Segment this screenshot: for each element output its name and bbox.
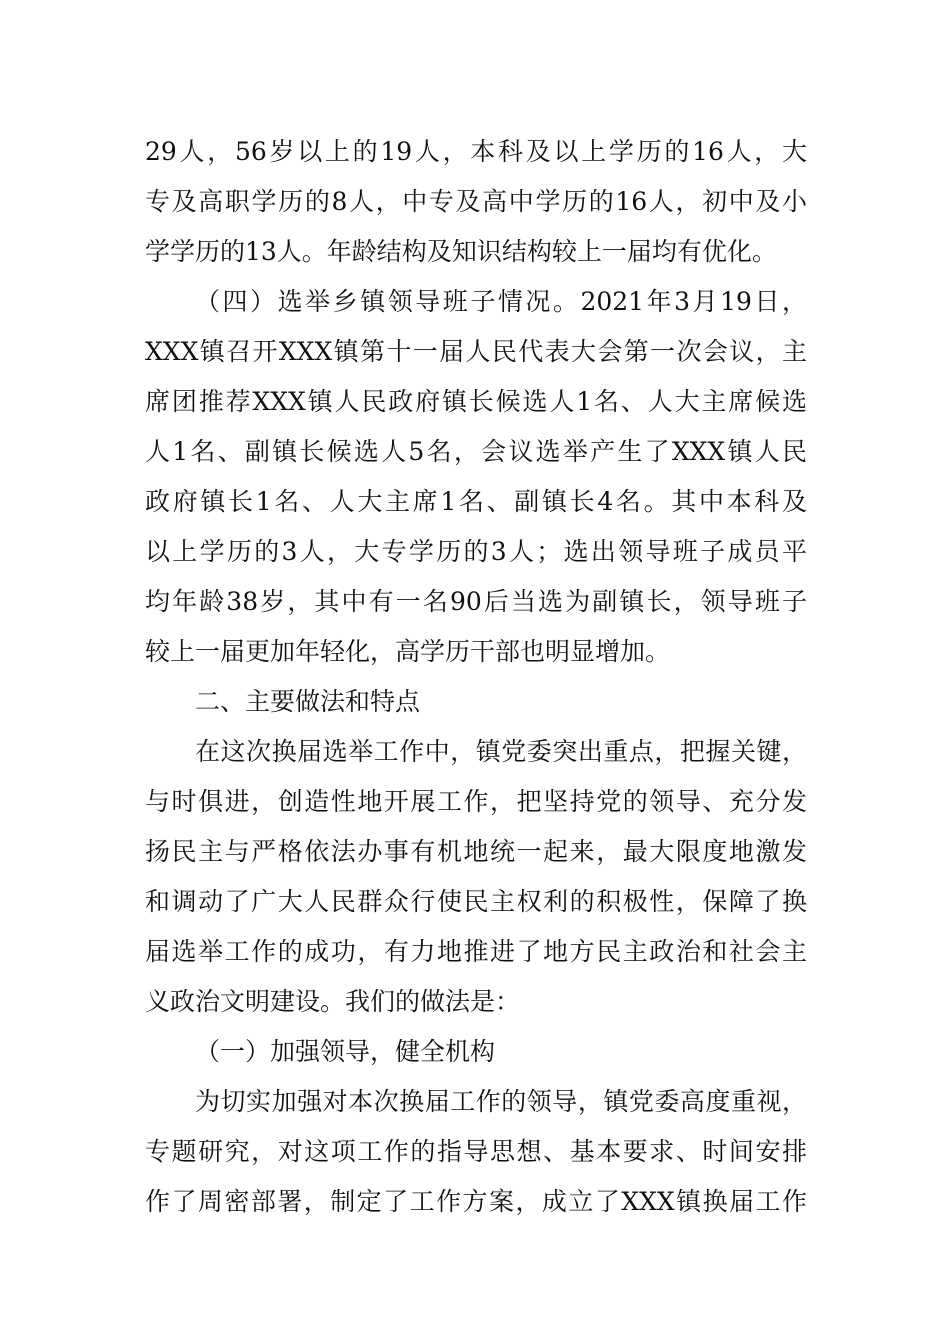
paragraph-line: 为切实加强对本次换届工作的领导，镇党委高度重视， [195, 1087, 807, 1116]
paragraph-line: （四）选举乡镇领导班子情况。2021年3月19日， [195, 287, 807, 316]
paragraph-line: 与时俱进，创造性地开展工作，把坚持党的领导、充分发 [145, 787, 807, 816]
paragraph-line: 学学历的13人。年龄结构及知识结构较上一届均有优化。 [145, 237, 777, 266]
paragraph-line: 较上一届更加年轻化，高学历干部也明显增加。 [145, 637, 671, 666]
paragraph-line: 以上学历的3人，大专学历的3人；选出领导班子成员平 [145, 537, 807, 566]
paragraph-line: 政府镇长1名、人大主席1名、副镇长4名。其中本科及 [145, 487, 807, 516]
subsection-heading: （一）加强领导，健全机构 [195, 1037, 496, 1066]
paragraph-line: 均年龄38岁，其中有一名90后当选为副镇长，领导班子 [145, 587, 807, 616]
paragraph-line: 专题研究，对这项工作的指导思想、基本要求、时间安排 [145, 1137, 807, 1166]
paragraph-line: 专及高职学历的8人，中专及高中学历的16人，初中及小 [145, 187, 807, 216]
paragraph-line: 席团推荐XXX镇人民政府镇长候选人1名、人大主席候选 [145, 387, 807, 416]
paragraph-line: 在这次换届选举工作中，镇党委突出重点，把握关键， [195, 737, 807, 766]
paragraph-line: 人1名、副镇长候选人5名，会议选举产生了XXX镇人民 [145, 437, 807, 466]
paragraph-line: 义政治文明建设。我们的做法是： [145, 987, 521, 1016]
paragraph-line: 和调动了广大人民群众行使民主权利的积极性，保障了换 [145, 887, 807, 916]
paragraph-line: 扬民主与严格依法办事有机地统一起来，最大限度地激发 [145, 837, 807, 866]
paragraph-line: 届选举工作的成功，有力地推进了地方民主政治和社会主 [145, 937, 807, 966]
paragraph-line: 作了周密部署，制定了工作方案，成立了XXX镇换届工作 [145, 1187, 807, 1216]
section-heading: 二、主要做法和特点 [195, 687, 421, 716]
paragraph-line: 29人，56岁以上的19人，本科及以上学历的16人，大 [145, 137, 807, 166]
body-text [145, 127, 807, 1227]
paragraph-line: XXX镇召开XXX镇第十一届人民代表大会第一次会议，主 [145, 337, 807, 366]
